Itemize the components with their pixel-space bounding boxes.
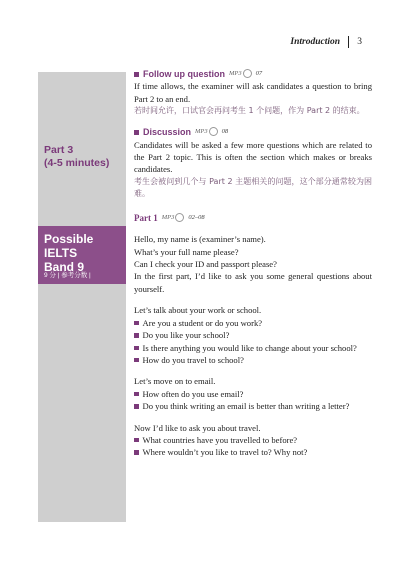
discussion-chinese: 考生会被问到几个与 Part 2 主题相关的问题，这个部分通常较为困难。 <box>134 176 372 198</box>
cd-icon <box>243 69 252 78</box>
part3-label <box>44 144 109 170</box>
mp3-icon: MP3 <box>195 126 218 138</box>
discussion-heading <box>134 126 372 138</box>
square-bullet-icon <box>134 450 139 455</box>
square-bullet-icon <box>134 72 139 77</box>
work-lead: Let’s talk about your work or school. <box>134 305 262 316</box>
track-number: 07 <box>255 70 263 77</box>
page-number: 3 <box>357 37 362 47</box>
discussion-text: Candidates will be asked a few more questions which are related to the Part 2 topic. This is often the section which makes or breaks candidates. <box>134 139 372 175</box>
square-bullet-icon <box>134 392 139 397</box>
cd-icon <box>175 213 184 222</box>
discussion-title: Discussion <box>143 127 192 138</box>
track-number: 08 <box>221 128 229 136</box>
square-bullet-icon <box>134 346 139 351</box>
band-title-line3: Band 9 <box>44 260 85 274</box>
square-bullet-icon <box>134 130 139 135</box>
band-title-line1: Possible <box>44 232 94 246</box>
list-item: Do you like your school? <box>134 329 372 341</box>
mp3-icon: MP3 <box>229 68 252 80</box>
track-number: 02–08 <box>188 213 205 221</box>
band-subtitle: 9 分 | 参考分数 | <box>44 272 91 279</box>
follow-up-heading <box>134 68 372 80</box>
intro-line: Hello, my name is (examiner’s name). <box>134 234 266 245</box>
square-bullet-icon <box>134 333 139 338</box>
travel-lead: Now I’d like to ask you about travel. <box>134 422 261 433</box>
list-item: Where wouldn’t you like to travel to? Why not? <box>134 446 372 458</box>
part3-label-line2: (4-5 minutes) <box>44 157 110 169</box>
cd-icon <box>209 127 218 136</box>
intro-line: Can I check your ID and passport please? <box>134 259 277 270</box>
part3-label-line1: Part 3 <box>44 144 74 156</box>
list-item: Is there anything you would like to change about your school? <box>134 342 372 354</box>
part1-heading <box>134 212 372 224</box>
list-item: Do you think writing an email is better than writing a letter? <box>134 400 372 412</box>
square-bullet-icon <box>134 438 139 443</box>
square-bullet-icon <box>134 358 139 363</box>
list-item: Are you a student or do you work? <box>134 317 372 329</box>
square-bullet-icon <box>134 404 139 409</box>
band-box <box>38 226 126 284</box>
follow-up-chinese: 若时间允许，口试官会再问考生 1 个问题，作为 Part 2 的结束。 <box>134 106 365 116</box>
intro-line: In the first part, I’d like to ask you some general questions about yourself. <box>134 271 372 294</box>
running-header <box>290 36 362 48</box>
intro-line: What’s your full name please? <box>134 246 239 257</box>
list-item: What countries have you travelled to before? <box>134 434 372 446</box>
main-content <box>134 68 372 459</box>
list-item: How often do you use email? <box>134 388 372 400</box>
list-item: How do you travel to school? <box>134 354 372 366</box>
header-title: Introduction <box>290 37 341 47</box>
band-title <box>44 232 93 274</box>
header-divider <box>348 36 349 48</box>
square-bullet-icon <box>134 321 139 326</box>
band-title-line2: IELTS <box>44 246 78 260</box>
email-lead: Let’s move on to email. <box>134 376 216 387</box>
part1-title: Part 1 <box>134 212 158 223</box>
mp3-icon: MP3 <box>162 212 185 224</box>
follow-up-title: Follow up question <box>143 69 225 79</box>
follow-up-text: If time allows, the examiner will ask candidates a question to bring Part 2 to an end. <box>134 81 372 104</box>
